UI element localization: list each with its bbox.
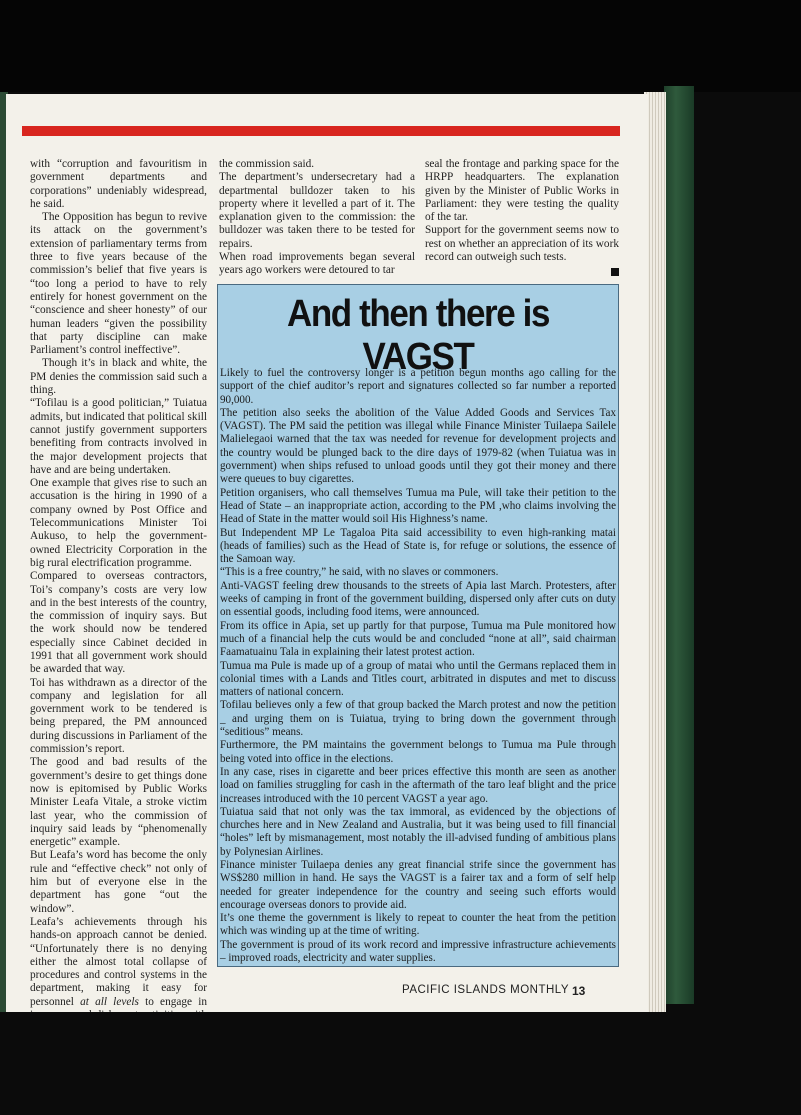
paragraph: But Leafa’s word has become the only rule and “effective check” not only of him but of everyone else in the department has gone “out the window”. (30, 849, 207, 915)
paragraph: When road improvements began several years ago workers were detoured to tar (219, 251, 415, 277)
red-accent-bar (22, 126, 620, 136)
sidebar-paragraph: Tumua ma Pule is made up of a group of matai who until the Germans replaced them in colonial times with a Lands and Titles court, arbitrated in disputes and met to discuss matters of national concern. (220, 659, 616, 699)
paragraph: seal the frontage and parking space for the HRPP headquarters. The explanation given by the Minister of Public Works in Parliament: they were testing the quality of the tar. (425, 158, 619, 224)
sidebar-paragraph: “This is a free country,” he said, with no slaves or commoners. (220, 566, 499, 579)
sidebar-paragraph: Likely to fuel the controversy longer is a petition begun months ago calling for the support of the chief auditor’s report and signatures collected so far number a reported 90,000. (220, 367, 616, 406)
sidebar-paragraph: Petition organisers, who call themselves Tumua ma Pule, will take their petition to the Head of State – an inappropriate action, according to the PM ,who claims involving the Head of State in the matter would soil His Highness’s name. (220, 486, 616, 526)
paragraph: “Tofilau is a good politician,” Tuiatua admits, but indicated that political skill cannot justify government supporters benefiting from contracts involved in the major development projects that have and are being undertaken. (30, 397, 207, 476)
sidebar-paragraph: Tofilau believes only a few of that group backed the March protest and now the petition _ and urging them on is Tuiatua, trying to bring down the government through “seditious” means. (220, 699, 616, 739)
paragraph: Though it’s in black and white, the PM denies the commission said such a thing. (30, 357, 207, 397)
sidebar-paragraph: Finance minister Tuilaepa denies any great financial strife since the government has WS$280 million in hand. He says the VAGST is a fairer tax and a form of self help needed for greater independence for the country and seeing such efforts would encourage overseas donors to provide aid. (220, 858, 616, 911)
sidebar-paragraph: Tuiatua said that not only was the tax immoral, as evidenced by the objections of churches here and in New Zealand and Australia, but it was being used to fill financial “holes” left by mismanagement, most notably the ill-advised funding of ambitious plans by Polynesian Airlines. (220, 805, 616, 858)
paragraph: the commission said. (219, 158, 315, 170)
paragraph: with “corruption and favouritism in government departments and corporations” undeniably widespread, he said. (30, 158, 207, 210)
sidebar-paragraph: From its office in Apia, set up partly for that purpose, Tumua ma Pule monitored how much of a financial help the cuts would be and concluded “none at all”, said chairman Faamatuainu Tala in explaining their latest protest action. (220, 619, 616, 659)
scan-shadow-top (0, 0, 801, 92)
sidebar-box (217, 284, 619, 967)
publication-name: PACIFIC ISLANDS MONTHLY (402, 984, 569, 996)
binder-spine (664, 86, 694, 1004)
sidebar-paragraph: It’s one theme the government is likely to repeat to counter the heat from the petition which was winding up at the time of writing. (220, 912, 616, 938)
sidebar-title: And then there is VAGST (286, 293, 550, 378)
paragraph: Toi has withdrawn as a director of the company and legislation for all government work to be tendered is being prepared, the PM announced during discussions in Parliament of the commission’s report. (30, 676, 207, 756)
sidebar-paragraph: The petition also seeks the abolition of the Value Added Goods and Services Tax (VAGST). The PM said the petition was illegal while Finance Minister Tuilaepa Sailele Malielegaoi warned that the tax was needed for revenue for development projects and the country would be plunged back to the dire days of 1979-82 (when Tuiatua was in government) when ships refused to unload goods until they got their money and there were queues to buy cigarettes. (220, 406, 616, 486)
emphasis-text: at all levels (80, 995, 139, 1008)
paragraph: The department’s undersecretary had a departmental bulldozer taken to his property where it levelled a part of it. The explanation given to the commission: the bulldozer was taken there to be tested for repairs. (219, 171, 415, 250)
paragraph: The good and bad results of the government’s desire to get things done now is epitomised by Public Works Minister Leafa Vitale, a stroke victim last year, who the commission of inquiry said leads by “phenomenally energetic” example. (30, 756, 207, 849)
end-of-article-mark (611, 268, 619, 276)
paragraph: Compared to overseas contractors, Toi’s company’s costs are very low and in the best interests of the country, the commission of inquiry says. But the work should now be tendered especially since Cabinet decided in 1991 that all government work should be awarded that way. (30, 570, 207, 676)
scan-shadow-bottom (0, 1012, 801, 1115)
paragraph: The Opposition has begun to revive its attack on the government’s extension of parliamentary terms from three to five years because of the commission’s belief that five years is “too long a period to have to rely entirely for honest government on the “conscience and sheer honesty” of our human leaders “given the possibility that party discipline can make Parliament’s control ineffective”. (30, 211, 207, 357)
sidebar-paragraph: In any case, rises in cigarette and beer prices effective this month are seen as another load on families struggling for cash in the aftermath of the taro leaf blight and the price increases introduced with the 10 percent VAGST a year ago. (220, 765, 616, 805)
article-column-2 (219, 158, 415, 278)
article-column-1 (30, 158, 207, 1036)
page-number: 13 (572, 984, 586, 998)
paragraph: Support for the government seems now to rest on whether an appreciation of its work record can outweigh such tests. (425, 224, 619, 264)
paragraph-tail: to engage in (145, 995, 208, 1008)
paragraph-text: Leafa’s achievements through his hands-on approach cannot be denied. “Unfortunately there is no denying either the almost total collapse of procedures and control systems in the department, making it easy for personnel (30, 915, 207, 1008)
sidebar-body (220, 367, 616, 965)
sidebar-paragraph: The government is proud of its work record and impressive infrastructure achievements – improved roads, electricity and water supplies. (220, 938, 616, 965)
paragraph: One example that gives rise to such an accusation is the hiring in 1990 of a company owned by Post Office and Telecommunications Minister Toi Aukuso, to help the government-owned Electricity Corporation in the big rural electrification programme. (30, 477, 207, 569)
sidebar-paragraph: Anti-VAGST feeling drew thousands to the streets of Apia last March. Protesters, after weeks of camping in front of the government building, dispersed only after cuts on duty on essential goods, including food items, were announced. (220, 579, 616, 619)
article-column-3 (425, 158, 619, 276)
sidebar-paragraph: Furthermore, the PM maintains the government belongs to Tumua ma Pule through being voted into office in the elections. (220, 739, 616, 765)
sidebar-paragraph: But Independent MP Le Tagaloa Pita said accessibility to even high-ranking matai (heads of families) such as the Head of State is, for refuge or solutions, the essence of the Samoan way. (220, 526, 616, 566)
